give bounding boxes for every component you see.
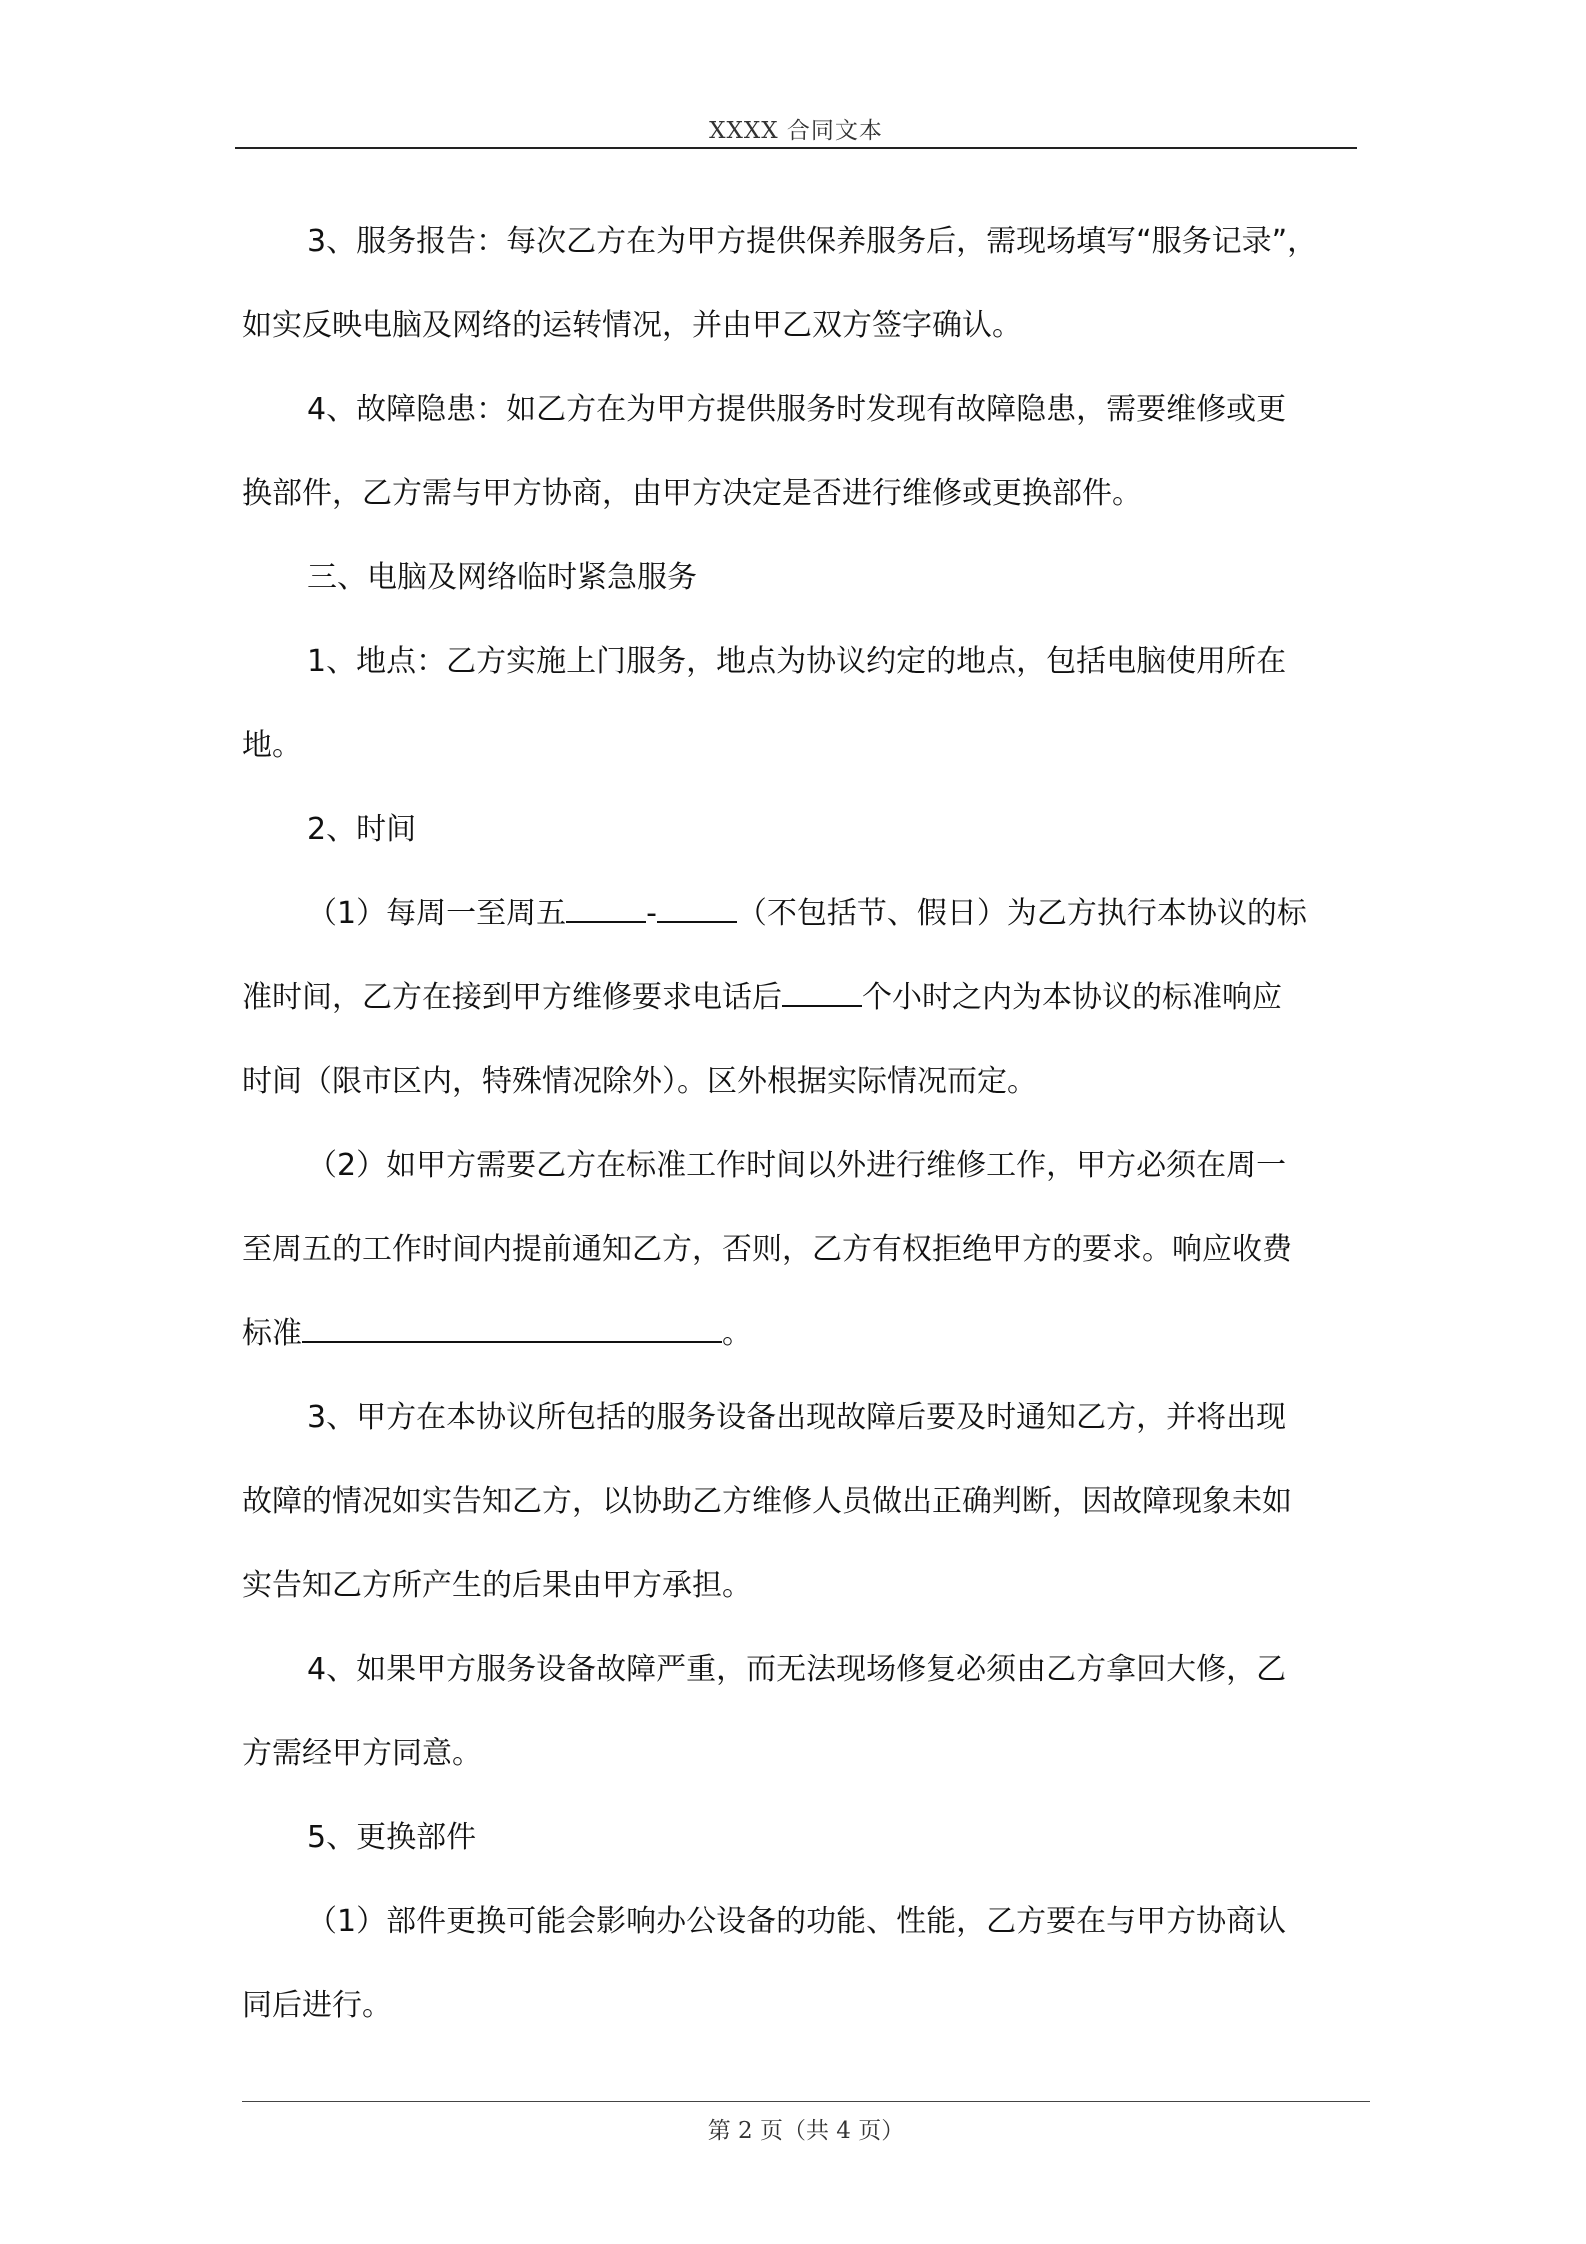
clause-time-standard-line-3: 时间（限市区内，特殊情况除外）。区外根据实际情况而定。 [242,1064,1037,1099]
clause-time-heading: 2、时间 [307,812,417,847]
section-heading-emergency-service: 三、电脑及网络临时紧急服务 [307,560,697,595]
clause-parts-replacement-line-1: （1）部件更换可能会影响办公设备的功能、性能，乙方要在与甲方协商认 [307,1904,1287,1939]
clause-location-line-1: 1、地点：乙方实施上门服务，地点为协议约定的地点，包括电脑使用所在 [307,644,1287,679]
clause-location-line-2: 地。 [242,728,302,763]
document-header-title: XXXX 合同文本 [709,118,883,144]
clause-fault-notice-line-2: 故障的情况如实告知乙方，以协助乙方维修人员做出正确判断，因故障现象未如 [242,1484,1292,1519]
clause-time-standard-line-1 [242,872,1354,956]
clause-off-hours-line-2: 至周五的工作时间内提前通知乙方，否则，乙方有权拒绝甲方的要求。响应收费 [242,1232,1292,1267]
text-segment: - [646,896,657,931]
clause-fault-hazard-line-1: 4、故障隐患：如乙方在为甲方提供服务时发现有故障隐患，需要维修或更 [307,392,1287,427]
clause-major-repair-line-1: 4、如果甲方服务设备故障严重，而无法现场修复必须由乙方拿回大修，乙 [307,1652,1287,1687]
fill-blank-fee-standard [302,1315,722,1343]
clause-fault-hazard-line-2: 换部件，乙方需与甲方协商，由甲方决定是否进行维修或更换部件。 [242,476,1142,511]
clause-fault-notice-line-1: 3、甲方在本协议所包括的服务设备出现故障后要及时通知乙方，并将出现 [307,1400,1287,1435]
text-segment: 标准 [242,1316,302,1351]
clause-parts-replacement-heading: 5、更换部件 [307,1820,477,1855]
page-number: 第 2 页（共 4 页） [707,2118,905,2144]
fill-blank-end-time [657,895,737,923]
clause-time-standard-line-2 [242,956,1354,1040]
clause-off-hours-line-3 [242,1292,1354,1376]
clause-parts-replacement-line-2: 同后进行。 [242,1988,392,2023]
clause-major-repair-line-2: 方需经甲方同意。 [242,1736,482,1771]
footer-rule [242,2101,1370,2102]
clause-service-report-line-1: 3、服务报告：每次乙方在为甲方提供保养服务后，需现场填写“服务记录”， [307,224,1318,259]
header-rule [235,147,1357,149]
clause-off-hours-line-1: （2）如甲方需要乙方在标准工作时间以外进行维修工作，甲方必须在周一 [307,1148,1287,1183]
clause-fault-notice-line-3: 实告知乙方所产生的后果由甲方承担。 [242,1568,752,1603]
document-body [242,200,1354,2048]
text-segment: （1）每周一至周五 [307,896,567,931]
fill-blank-start-time [566,895,646,923]
text-segment: 个小时之内为本协议的标准响应 [862,980,1282,1015]
clause-service-report-line-2: 如实反映电脑及网络的运转情况，并由甲乙双方签字确认。 [242,308,1022,343]
text-segment: 准时间，乙方在接到甲方维修要求电话后 [242,980,782,1015]
text-segment: （不包括节、假日）为乙方执行本协议的标 [736,896,1307,931]
fill-blank-response-hours [782,979,862,1007]
text-segment: 。 [722,1316,752,1351]
